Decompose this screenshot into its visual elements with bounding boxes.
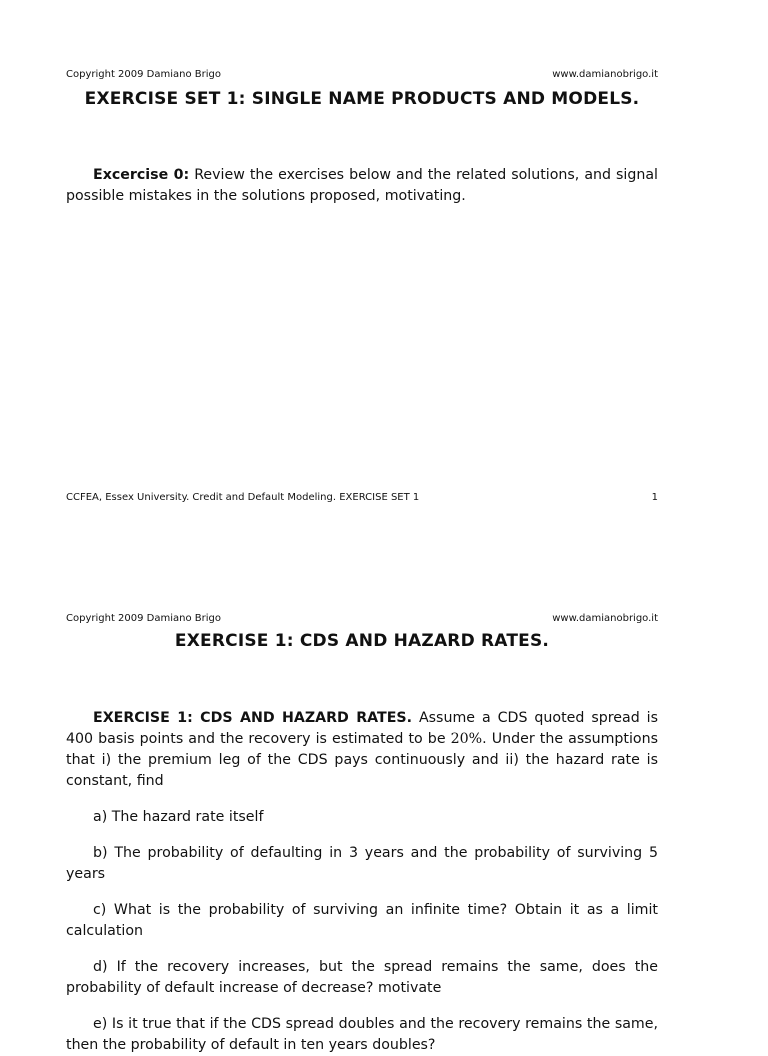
recovery-rate-math: 20% (450, 731, 483, 747)
footer-course-text: CCFEA, Essex University. Credit and Default Modeling. EXERCISE SET 1 (66, 492, 420, 503)
question-item-e: e) Is it true that if the CDS spread doubles and the recovery remains the same, then the probability of default in ten years doubles? (66, 1016, 658, 1053)
page-footer (66, 492, 658, 504)
question-item-b: b) The probability of defaulting in 3 years and the probability of surviving 5 years (66, 845, 658, 882)
copyright-notice: Copyright 2009 Damiano Brigo (66, 613, 221, 624)
exercise-1-label: EXERCISE 1: CDS AND HAZARD RATES. (93, 710, 412, 726)
exercise-0-paragraph (66, 165, 658, 207)
page-body (66, 165, 658, 207)
page-body (66, 708, 658, 1056)
document-page-2 (0, 540, 768, 1053)
page-title: EXERCISE SET 1: SINGLE NAME PRODUCTS AND MODELS. (84, 89, 640, 109)
website-url: www.damianobrigo.it (552, 69, 658, 80)
page-header (66, 69, 658, 81)
exercise-1-text-before: Assume a CDS quoted spread is 400 basis points and the recovery is estimated to be (66, 710, 658, 747)
question-item-a: a) The hazard rate itself (93, 809, 264, 825)
website-url: www.damianobrigo.it (552, 613, 658, 624)
page-header (66, 613, 658, 625)
page-number: 1 (651, 492, 658, 503)
exercise-0-label: Excercise 0: (93, 167, 190, 183)
copyright-notice: Copyright 2009 Damiano Brigo (66, 69, 221, 80)
page-title: EXERCISE 1: CDS AND HAZARD RATES. (174, 631, 550, 651)
exercise-1-text-after: . Under the assumptions that i) the premium leg of the CDS pays continuously and ii) the hazard rate is constant, find (66, 731, 658, 789)
question-item-d: d) If the recovery increases, but the spread remains the same, does the probability of default increase of decrease? motivate (66, 959, 658, 996)
question-item-c: c) What is the probability of surviving an infinite time? Obtain it as a limit calculation (66, 902, 658, 939)
exercise-1-intro-paragraph (66, 708, 658, 792)
exercise-0-text: Review the exercises below and the related solutions, and signal possible mistakes in the solutions proposed, motivating. (66, 167, 658, 204)
